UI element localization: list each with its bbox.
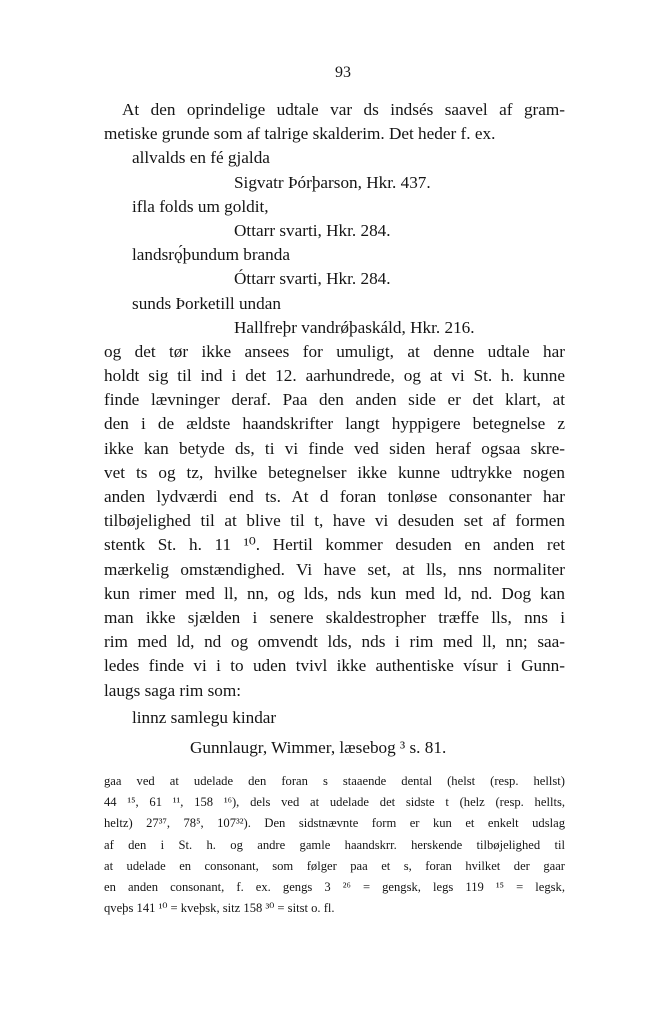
footnote-line: heltz) 27³⁷, 78⁵, 107³²). Den sidstnævnte form er kun et enkelt udslag [104, 816, 565, 831]
text-line: finde lævninger deraf. Paa den anden side er det klart, at [104, 390, 565, 410]
text-line: metiske grunde som af talrige skalderim. Det heder f. ex. [104, 124, 496, 144]
page-number: 93 [335, 64, 351, 81]
verse-source: Óttarr svarti, Hkr. 284. [234, 269, 391, 289]
text-line: stentk St. h. 11 ¹⁰. Hertil kommer desuden en anden ret [104, 535, 565, 555]
text-line: anden lydværdi end ts. At d foran tonløse consonanter har [104, 487, 565, 506]
main-text [104, 98, 565, 763]
text-line: rim med ld, nd og omvendt lds, nds i rim med ll, nn; saa- [104, 632, 565, 652]
text-line: holdt sig til ind i det 12. aarhundrede, og at vi St. h. kunne [104, 366, 565, 386]
verse-line: sunds Þorketill undan [132, 293, 281, 313]
verse-line: allvalds en fé gjalda [132, 148, 270, 168]
text-line: og det tør ikke ansees for umuligt, at denne udtale har [104, 341, 565, 361]
verse-source: Ottarr svarti, Hkr. 284. [234, 220, 391, 240]
verse-line: linnz samlegu kindar [132, 707, 277, 727]
footnote [104, 771, 565, 919]
verse-line: landsrǫ́þundum branda [132, 245, 290, 265]
verse-line: ifla folds um goldit, [132, 196, 269, 216]
footnote-line: gaa ved at udelade den foran s staaende dental (helst (resp. hellst) [104, 774, 565, 788]
text-line: kun rimer med ll, nn, og lds, nds kun med ld, nd. Dog kan [104, 583, 565, 603]
text-line: ikke kan betyde ds, ti vi finde ved siden heraf ogsaa skre- [104, 438, 565, 458]
footnote-line: af den i St. h. og andre gamle haandskrr. herskende tilbøjelighed til [104, 837, 565, 852]
footnote-line: qveþs 141 ¹⁰ = kveþsk, sitz 158 ³⁰ = sitst o. fl. [104, 901, 335, 916]
footnote-line: 44 ¹⁵, 61 ¹¹, 158 ¹⁶), dels ved at udelade det sidste t (helz (resp. hellts, [104, 795, 565, 810]
verse-source: Sigvatr Þórþarson, Hkr. 437. [234, 172, 431, 192]
text-line: vet ts og tz, hvilke betegnelser ikke kunne udtrykke nogen [104, 462, 565, 482]
text-line: tilbøjelighed til at blive til t, have vi desuden set af formen [104, 511, 565, 531]
verse-source: Gunnlaugr, Wimmer, læsebog ³ s. 81. [190, 737, 447, 757]
text-line: At den oprindelige udtale var ds indsés saavel af gram- [122, 100, 565, 119]
text-line: man ikke sjælden i senere skaldestropher træffe lls, nns i [104, 607, 565, 627]
text-line: mærkelig omstændighed. Vi have set, at lls, nns normaliter [104, 559, 565, 579]
footnote-line: at udelade en consonant, som følger paa et s, foran hvilket der gaar [104, 858, 565, 873]
text-line: den i de ældste haandskrifter langt hyppigere betegnelse z [104, 414, 565, 434]
verse-source: Hallfreþr vandrǿþaskáld, Hkr. 216. [234, 317, 475, 337]
footnote-line: en anden consonant, f. ex. gengs 3 ²⁶ = gengsk, legs 119 ¹⁵ = legsk, [104, 879, 565, 894]
text-line: ledes finde vi i to uden tvivl ikke authentiske vísur i Gunn- [104, 656, 565, 676]
text-line: laugs saga rim som: [104, 680, 242, 700]
